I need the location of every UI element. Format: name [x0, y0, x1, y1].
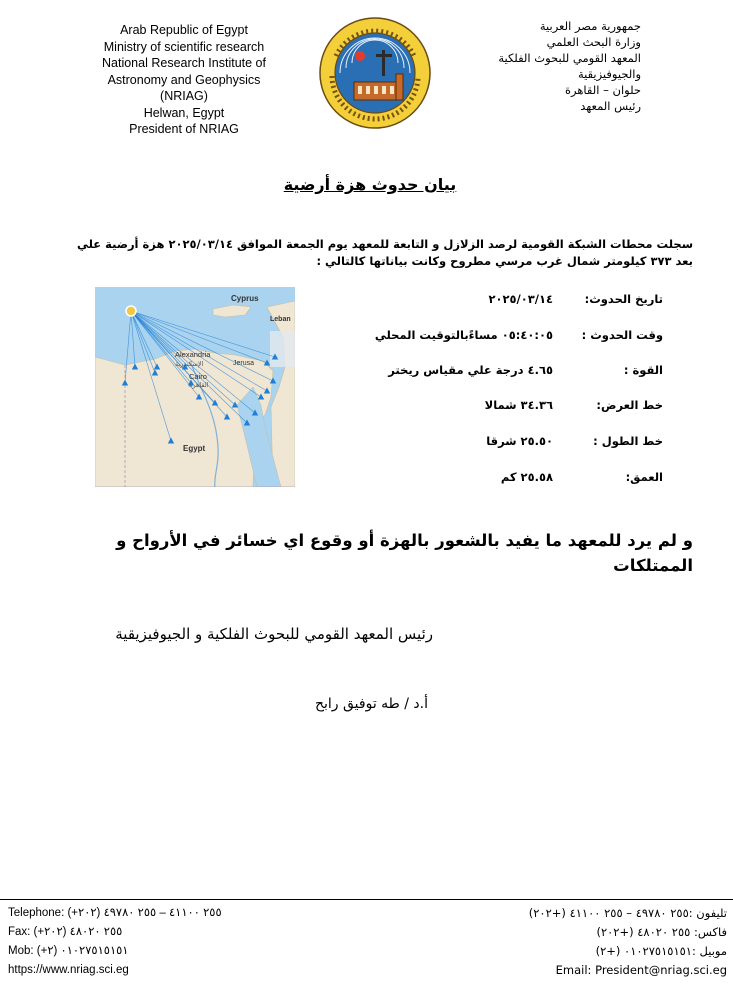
- notice-paragraph: و لم يرد للمعهد ما يفيد بالشعور بالهزة أو وقوع اي خسائر في الأرواح و الممتلكات: [116, 531, 693, 575]
- detail-value-longitude: ٢٥.٥٠ شرقا: [486, 434, 553, 448]
- header-english: [84, 22, 284, 138]
- footer-ar-telephone: تليفون :٢٥٥ ٤٩٧٨٠ – ٢٥٥ ٤١١٠٠ (+٢٠٢): [528, 906, 727, 920]
- header-en-line: Arab Republic of Egypt: [120, 23, 248, 37]
- header-ar-line: جمهورية مصر العربية: [539, 19, 641, 33]
- footer-en-mobile: Mob: (+٢) ٠١٠٢٧٥١٥١٥١: [8, 945, 129, 957]
- map-label-cyprus: Cyprus: [231, 294, 259, 303]
- footer-ar-email[interactable]: Email: President@nriag.sci.eg: [555, 963, 727, 977]
- header-en-line: Astronomy and Geophysics: [107, 72, 261, 87]
- header-en-line: (NRIAG): [160, 89, 208, 103]
- footer-en-fax: Fax: (+٢٠٢) ٢٥٥ ٤٨٠٢٠: [8, 926, 123, 938]
- header-ar-line: رئيس المعهد: [580, 99, 641, 113]
- earthquake-map: [95, 287, 295, 487]
- map-label-cairo-ar: القاهرة: [189, 381, 209, 389]
- header-en-line: Ministry of scientific research: [103, 39, 265, 54]
- map-label-alexandria-ar: الإسكندرية: [175, 360, 204, 368]
- map-label-lebanon: Leban: [270, 316, 291, 323]
- logo-sun: [355, 51, 365, 61]
- signature-title: رئيس المعهد القومي للبحوث الفلكية و الجيوفيزيقية: [115, 625, 433, 643]
- footer-en-website[interactable]: https://www.nriag.sci.eg: [8, 964, 129, 976]
- footer-arabic: [497, 904, 727, 980]
- footer-divider: [0, 899, 733, 900]
- map-label-jerusalem: Jerusa: [233, 360, 255, 367]
- header-ar-line: وزارة البحث العلمي: [546, 35, 641, 49]
- footer-ar-fax: فاكس: ٢٥٥ ٤٨٠٢٠ (+٢٠٢): [596, 925, 727, 939]
- signature-name: أ.د / طه توفيق رابح: [314, 696, 428, 712]
- map-label-cairo: Cairo: [189, 372, 207, 381]
- map-label-egypt: Egypt: [183, 444, 206, 453]
- footer-ar-mobile: موبيل :٠١٠٢٧٥١٥١٥١ (+٢): [595, 944, 727, 958]
- detail-label-date: تاريخ الحدوث:: [584, 292, 663, 306]
- logo-inner-disc: [335, 33, 415, 113]
- map-label-alexandria: Alexandria: [175, 350, 211, 359]
- header-en-line: President of NRIAG: [129, 122, 239, 136]
- detail-value-latitude: ٣٤.٣٦ شمالا: [484, 398, 553, 412]
- detail-value-magnitude: ٤.٦٥ درجة علي مقياس ريختر: [388, 363, 553, 377]
- footer-english: [8, 904, 222, 980]
- detail-label-latitude: خط العرض:: [596, 398, 663, 412]
- detail-label-time: وقت الحدوث :: [581, 328, 663, 342]
- document-title: بيان حدوث هزة أرضية: [283, 175, 457, 194]
- nriag-logo: [318, 16, 432, 130]
- intro-paragraph: سجلت محطات الشبكة القومية لرصد الزلازل و التابعة للمعهد يوم الجمعة الموافق ٢٠٢٥/٠٣/١٤ هزة أرضية علي بعد ٣٧٣ كيلومتر شمال غرب مرسي مطروح وكانت بياناتها كالتالي :: [76, 237, 693, 268]
- map-epicenter: [126, 306, 136, 316]
- header-en-line: National Research Institute of: [102, 56, 266, 70]
- detail-value-date: ٢٠٢٥/٠٣/١٤: [488, 292, 553, 306]
- header-ar-line: المعهد القومي للبحوث الفلكية: [498, 51, 641, 65]
- detail-value-depth: ٢٥.٥٨ كم: [500, 470, 553, 484]
- detail-value-time: ٠٥:٤٠:٠٥ مساءًبالتوقيت المحلي: [374, 328, 553, 342]
- footer-en-telephone: Telephone: (+٢٠٢) ٢٥٥ ٤١١٠٠ – ٢٥٥ ٤٩٧٨٠: [8, 907, 222, 919]
- header-ar-line: والجيوفيزيقية: [577, 67, 641, 81]
- detail-label-magnitude: القوة :: [623, 363, 663, 377]
- detail-label-longitude: خط الطول :: [593, 434, 663, 448]
- header-arabic: [461, 18, 641, 114]
- detail-label-depth: العمق:: [625, 470, 663, 484]
- header-en-line: Helwan, Egypt: [143, 105, 225, 120]
- header-ar-line: حلوان – القاهرة: [564, 83, 641, 97]
